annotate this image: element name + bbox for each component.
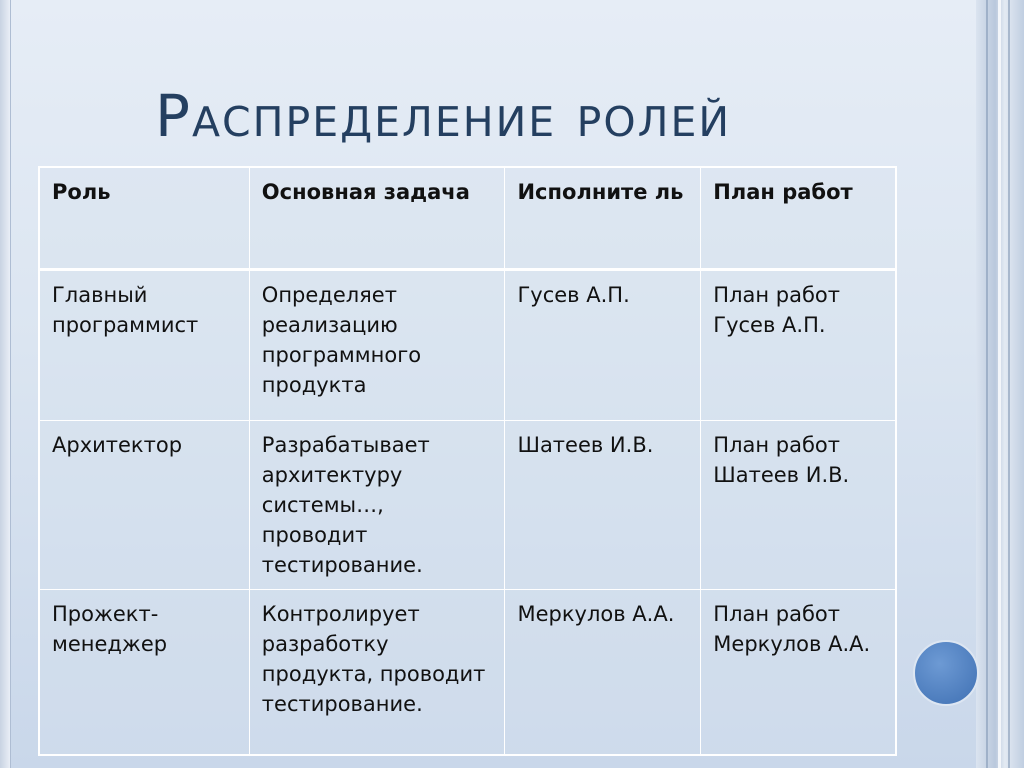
cell-executor: Меркулов А.А. [505,590,701,755]
slide-right-border [976,0,1024,768]
roles-table [39,167,896,755]
border-line [986,0,988,768]
cell-role: Главный программист [40,270,250,421]
cell-plan: План работ Гусев А.П. [701,270,896,421]
header-main-task: Основная задача [249,168,505,270]
cell-plan: План работ Шатеев И.В. [701,421,896,590]
border-line [998,0,1001,768]
decorative-circle [913,640,979,706]
cell-plan: План работ Меркулов А.А. [701,590,896,755]
border-line [1008,0,1010,768]
table-row [40,590,896,755]
cell-role: Прожект-менеджер [40,590,250,755]
cell-executor: Шатеев И.В. [505,421,701,590]
header-executor: Исполните ль [505,168,701,270]
table-row [40,270,896,421]
cell-task: Разрабатывает архитектуру системы…, проводит тестирование. [249,421,505,590]
table-header-row [40,168,896,270]
cell-role: Архитектор [40,421,250,590]
cell-task: Определяет реализацию программного продукта [249,270,505,421]
cell-executor: Гусев А.П. [505,270,701,421]
slide-left-border [0,0,11,768]
cell-task: Контролирует разработку продукта, проводит тестирование. [249,590,505,755]
slide-title: Распределение ролей [155,82,732,150]
header-role: Роль [40,168,250,270]
table-row [40,421,896,590]
header-work-plan: План работ [701,168,896,270]
